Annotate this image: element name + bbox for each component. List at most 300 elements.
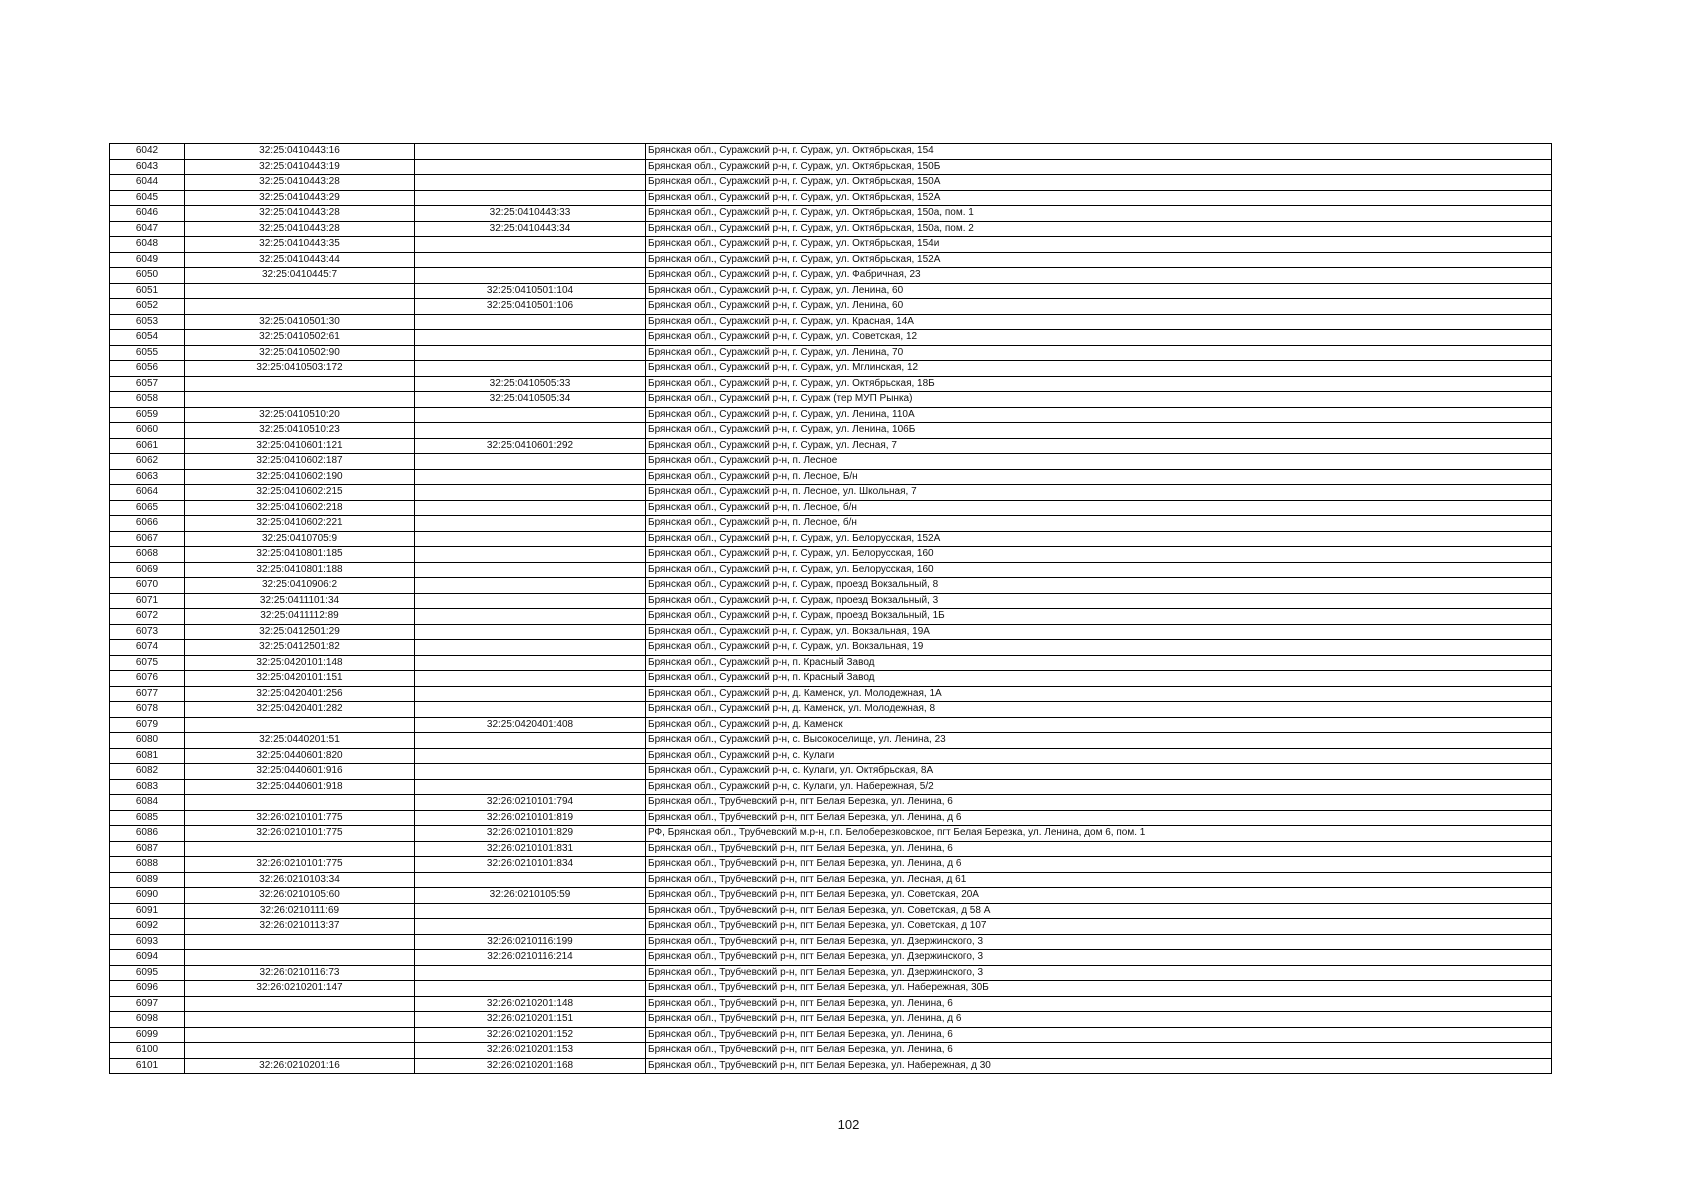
table-row <box>110 872 1552 888</box>
cadastral-number-cell: 32:25:0420101:148 <box>185 655 415 671</box>
table-row <box>110 252 1552 268</box>
address-cell: Брянская обл., Суражский р-н, г. Сураж, ул. Вокзальная, 19 <box>646 640 1552 656</box>
address-cell: РФ, Брянская обл., Трубчевский м.р-н, г.п. Белоберезковское, пгт Белая Березка, ул. Ленина, дом 6, пом. 1 <box>646 826 1552 842</box>
object-cadastral-number-cell: 32:25:0410443:33 <box>415 206 646 222</box>
object-cadastral-number-cell <box>415 655 646 671</box>
object-cadastral-number-cell: 32:26:0210101:834 <box>415 857 646 873</box>
table-row <box>110 361 1552 377</box>
table-row <box>110 779 1552 795</box>
row-number-cell: 6052 <box>110 299 185 315</box>
table-row <box>110 376 1552 392</box>
address-cell: Брянская обл., Суражский р-н, п. Лесное, ул. Школьная, 7 <box>646 485 1552 501</box>
table-row <box>110 640 1552 656</box>
table-row <box>110 423 1552 439</box>
address-cell: Брянская обл., Суражский р-н, г. Сураж, ул. Октябрьская, 150А <box>646 175 1552 191</box>
page-number: 102 <box>837 1117 860 1132</box>
object-cadastral-number-cell <box>415 345 646 361</box>
cadastral-number-cell: 32:25:0410503:172 <box>185 361 415 377</box>
cadastral-number-cell <box>185 717 415 733</box>
row-number-cell: 6056 <box>110 361 185 377</box>
object-cadastral-number-cell <box>415 500 646 516</box>
object-cadastral-number-cell <box>415 454 646 470</box>
row-number-cell: 6057 <box>110 376 185 392</box>
address-cell: Брянская обл., Трубчевский р-н, пгт Белая Березка, ул. Дзержинского, 3 <box>646 950 1552 966</box>
row-number-cell: 6083 <box>110 779 185 795</box>
address-cell: Брянская обл., Трубчевский р-н, пгт Белая Березка, ул. Советская, д 58 А <box>646 903 1552 919</box>
table-row <box>110 686 1552 702</box>
address-cell: Брянская обл., Суражский р-н, г. Сураж, ул. Октябрьская, 152А <box>646 252 1552 268</box>
cadastral-number-cell: 32:25:0410443:16 <box>185 144 415 160</box>
row-number-cell: 6081 <box>110 748 185 764</box>
address-cell: Брянская обл., Трубчевский р-н, пгт Белая Березка, ул. Ленина, д 6 <box>646 810 1552 826</box>
address-cell: Брянская обл., Суражский р-н, г. Сураж, ул. Фабричная, 23 <box>646 268 1552 284</box>
row-number-cell: 6065 <box>110 500 185 516</box>
address-cell: Брянская обл., Суражский р-н, п. Лесное, Б/н <box>646 469 1552 485</box>
row-number-cell: 6096 <box>110 981 185 997</box>
object-cadastral-number-cell <box>415 485 646 501</box>
address-cell: Брянская обл., Трубчевский р-н, пгт Белая Березка, ул. Ленина, 6 <box>646 841 1552 857</box>
cadastral-number-cell: 32:25:0412501:82 <box>185 640 415 656</box>
row-number-cell: 6068 <box>110 547 185 563</box>
table-row <box>110 655 1552 671</box>
row-number-cell: 6059 <box>110 407 185 423</box>
object-cadastral-number-cell: 32:25:0420401:408 <box>415 717 646 733</box>
row-number-cell: 6045 <box>110 190 185 206</box>
object-cadastral-number-cell <box>415 469 646 485</box>
object-cadastral-number-cell: 32:26:0210201:168 <box>415 1058 646 1074</box>
row-number-cell: 6090 <box>110 888 185 904</box>
object-cadastral-number-cell <box>415 190 646 206</box>
row-number-cell: 6097 <box>110 996 185 1012</box>
object-cadastral-number-cell <box>415 423 646 439</box>
table-row <box>110 283 1552 299</box>
cadastral-number-cell: 32:25:0410502:90 <box>185 345 415 361</box>
object-cadastral-number-cell: 32:26:0210116:214 <box>415 950 646 966</box>
cadastral-number-cell <box>185 376 415 392</box>
object-cadastral-number-cell <box>415 330 646 346</box>
cadastral-number-cell: 32:25:0410801:185 <box>185 547 415 563</box>
row-number-cell: 6082 <box>110 764 185 780</box>
address-cell: Брянская обл., Трубчевский р-н, пгт Белая Березка, ул. Ленина, 6 <box>646 1027 1552 1043</box>
object-cadastral-number-cell <box>415 702 646 718</box>
row-number-cell: 6093 <box>110 934 185 950</box>
address-cell: Брянская обл., Суражский р-н, п. Лесное <box>646 454 1552 470</box>
object-cadastral-number-cell: 32:25:0410443:34 <box>415 221 646 237</box>
table-row <box>110 407 1552 423</box>
cadastral-number-cell: 32:26:0210105:60 <box>185 888 415 904</box>
object-cadastral-number-cell <box>415 175 646 191</box>
row-number-cell: 6053 <box>110 314 185 330</box>
object-cadastral-number-cell: 32:25:0410505:33 <box>415 376 646 392</box>
cadastral-number-cell: 32:25:0410443:29 <box>185 190 415 206</box>
table-row <box>110 237 1552 253</box>
table-row <box>110 950 1552 966</box>
cadastral-number-cell: 32:25:0410510:23 <box>185 423 415 439</box>
cadastral-number-cell: 32:25:0440201:51 <box>185 733 415 749</box>
address-cell: Брянская обл., Суражский р-н, д. Каменск, ул. Молодежная, 1А <box>646 686 1552 702</box>
cadastral-number-cell: 32:25:0410602:187 <box>185 454 415 470</box>
object-cadastral-number-cell <box>415 144 646 160</box>
object-cadastral-number-cell: 32:26:0210105:59 <box>415 888 646 904</box>
cadastral-number-cell: 32:25:0440601:820 <box>185 748 415 764</box>
table-row <box>110 857 1552 873</box>
object-cadastral-number-cell: 32:25:0410601:292 <box>415 438 646 454</box>
table-row <box>110 764 1552 780</box>
object-cadastral-number-cell <box>415 578 646 594</box>
row-number-cell: 6101 <box>110 1058 185 1074</box>
cadastral-number-cell <box>185 795 415 811</box>
table-row <box>110 144 1552 160</box>
table-row <box>110 795 1552 811</box>
address-cell: Брянская обл., Суражский р-н, г. Сураж, ул. Октябрьская, 150Б <box>646 159 1552 175</box>
table-row <box>110 531 1552 547</box>
row-number-cell: 6072 <box>110 609 185 625</box>
address-cell: Брянская обл., Суражский р-н, г. Сураж, ул. Советская, 12 <box>646 330 1552 346</box>
cadastral-number-cell <box>185 299 415 315</box>
row-number-cell: 6069 <box>110 562 185 578</box>
cadastral-number-cell: 32:25:0412501:29 <box>185 624 415 640</box>
table-row <box>110 175 1552 191</box>
row-number-cell: 6084 <box>110 795 185 811</box>
object-cadastral-number-cell: 32:26:0210101:819 <box>415 810 646 826</box>
table-row <box>110 826 1552 842</box>
table-row <box>110 299 1552 315</box>
object-cadastral-number-cell: 32:26:0210201:153 <box>415 1043 646 1059</box>
address-cell: Брянская обл., Суражский р-н, г. Сураж, ул. Октябрьская, 150а, пом. 1 <box>646 206 1552 222</box>
row-number-cell: 6046 <box>110 206 185 222</box>
address-cell: Брянская обл., Суражский р-н, с. Кулаги, ул. Октябрьская, 8А <box>646 764 1552 780</box>
address-cell: Брянская обл., Трубчевский р-н, пгт Белая Березка, ул. Ленина, 6 <box>646 996 1552 1012</box>
address-cell: Брянская обл., Суражский р-н, с. Кулаги <box>646 748 1552 764</box>
object-cadastral-number-cell <box>415 609 646 625</box>
cadastral-number-cell: 32:25:0410443:19 <box>185 159 415 175</box>
address-cell: Брянская обл., Суражский р-н, г. Сураж, ул. Красная, 14А <box>646 314 1552 330</box>
object-cadastral-number-cell <box>415 516 646 532</box>
cadastral-number-cell: 32:25:0420401:282 <box>185 702 415 718</box>
table-row <box>110 1027 1552 1043</box>
address-cell: Брянская обл., Суражский р-н, с. Высокоселище, ул. Ленина, 23 <box>646 733 1552 749</box>
row-number-cell: 6042 <box>110 144 185 160</box>
address-cell: Брянская обл., Трубчевский р-н, пгт Белая Березка, ул. Ленина, д 6 <box>646 857 1552 873</box>
table-row <box>110 609 1552 625</box>
row-number-cell: 6080 <box>110 733 185 749</box>
row-number-cell: 6095 <box>110 965 185 981</box>
address-cell: Брянская обл., Суражский р-н, г. Сураж, ул. Октябрьская, 154 <box>646 144 1552 160</box>
address-cell: Брянская обл., Суражский р-н, г. Сураж, ул. Октябрьская, 152А <box>646 190 1552 206</box>
row-number-cell: 6051 <box>110 283 185 299</box>
cadastral-number-cell: 32:25:0440601:916 <box>185 764 415 780</box>
address-cell: Брянская обл., Трубчевский р-н, пгт Белая Березка, ул. Дзержинского, 3 <box>646 934 1552 950</box>
object-cadastral-number-cell: 32:26:0210201:151 <box>415 1012 646 1028</box>
table-row <box>110 810 1552 826</box>
cadastral-number-cell: 32:25:0410501:30 <box>185 314 415 330</box>
row-number-cell: 6091 <box>110 903 185 919</box>
address-cell: Брянская обл., Суражский р-н, г. Сураж, ул. Ленина, 60 <box>646 283 1552 299</box>
table-row <box>110 733 1552 749</box>
row-number-cell: 6077 <box>110 686 185 702</box>
cadastral-number-cell: 32:25:0410443:44 <box>185 252 415 268</box>
row-number-cell: 6049 <box>110 252 185 268</box>
address-cell: Брянская обл., Суражский р-н, г. Сураж, проезд Вокзальный, 3 <box>646 593 1552 609</box>
address-cell: Брянская обл., Трубчевский р-н, пгт Белая Березка, ул. Лесная, д 61 <box>646 872 1552 888</box>
cadastral-number-cell: 32:26:0210101:775 <box>185 826 415 842</box>
cadastral-number-cell: 32:25:0410502:61 <box>185 330 415 346</box>
cadastral-number-cell: 32:25:0411112:89 <box>185 609 415 625</box>
table-row <box>110 593 1552 609</box>
object-cadastral-number-cell: 32:25:0410501:106 <box>415 299 646 315</box>
address-cell: Брянская обл., Суражский р-н, п. Лесное, б/н <box>646 516 1552 532</box>
object-cadastral-number-cell <box>415 531 646 547</box>
object-cadastral-number-cell <box>415 903 646 919</box>
address-cell: Брянская обл., Трубчевский р-н, пгт Белая Березка, ул. Советская, д 107 <box>646 919 1552 935</box>
object-cadastral-number-cell <box>415 872 646 888</box>
address-cell: Брянская обл., Трубчевский р-н, пгт Белая Березка, ул. Ленина, д 6 <box>646 1012 1552 1028</box>
row-number-cell: 6054 <box>110 330 185 346</box>
address-cell: Брянская обл., Суражский р-н, г. Сураж, ул. Октябрьская, 150а, пом. 2 <box>646 221 1552 237</box>
cadastral-number-cell: 32:25:0420401:256 <box>185 686 415 702</box>
row-number-cell: 6063 <box>110 469 185 485</box>
table-row <box>110 469 1552 485</box>
row-number-cell: 6098 <box>110 1012 185 1028</box>
address-cell: Брянская обл., Трубчевский р-н, пгт Белая Березка, ул. Дзержинского, 3 <box>646 965 1552 981</box>
row-number-cell: 6092 <box>110 919 185 935</box>
cadastral-number-cell <box>185 392 415 408</box>
object-cadastral-number-cell <box>415 562 646 578</box>
address-cell: Брянская обл., Суражский р-н, г. Сураж, проезд Вокзальный, 8 <box>646 578 1552 594</box>
row-number-cell: 6074 <box>110 640 185 656</box>
address-cell: Брянская обл., Суражский р-н, г. Сураж, ул. Лесная, 7 <box>646 438 1552 454</box>
object-cadastral-number-cell <box>415 361 646 377</box>
object-cadastral-number-cell <box>415 407 646 423</box>
object-cadastral-number-cell <box>415 624 646 640</box>
row-number-cell: 6058 <box>110 392 185 408</box>
row-number-cell: 6075 <box>110 655 185 671</box>
table-row <box>110 454 1552 470</box>
property-table <box>109 143 1552 1074</box>
row-number-cell: 6043 <box>110 159 185 175</box>
table-row <box>110 345 1552 361</box>
object-cadastral-number-cell: 32:26:0210201:152 <box>415 1027 646 1043</box>
table-row <box>110 438 1552 454</box>
table-row <box>110 221 1552 237</box>
cadastral-number-cell <box>185 1043 415 1059</box>
address-cell: Брянская обл., Трубчевский р-н, пгт Белая Березка, ул. Ленина, 6 <box>646 1043 1552 1059</box>
object-cadastral-number-cell <box>415 252 646 268</box>
row-number-cell: 6076 <box>110 671 185 687</box>
object-cadastral-number-cell: 32:25:0410505:34 <box>415 392 646 408</box>
object-cadastral-number-cell: 32:26:0210101:831 <box>415 841 646 857</box>
address-cell: Брянская обл., Суражский р-н, п. Лесное, б/н <box>646 500 1552 516</box>
table-row <box>110 903 1552 919</box>
cadastral-number-cell: 32:25:0410801:188 <box>185 562 415 578</box>
row-number-cell: 6079 <box>110 717 185 733</box>
cadastral-number-cell: 32:25:0410510:20 <box>185 407 415 423</box>
table-row <box>110 965 1552 981</box>
row-number-cell: 6061 <box>110 438 185 454</box>
table-row <box>110 671 1552 687</box>
table-row <box>110 841 1552 857</box>
address-cell: Брянская обл., Суражский р-н, г. Сураж, ул. Вокзальная, 19А <box>646 624 1552 640</box>
object-cadastral-number-cell <box>415 593 646 609</box>
cadastral-number-cell <box>185 1012 415 1028</box>
cadastral-number-cell: 32:25:0410705:9 <box>185 531 415 547</box>
object-cadastral-number-cell <box>415 640 646 656</box>
object-cadastral-number-cell <box>415 671 646 687</box>
table-row <box>110 392 1552 408</box>
row-number-cell: 6044 <box>110 175 185 191</box>
object-cadastral-number-cell: 32:26:0210101:794 <box>415 795 646 811</box>
object-cadastral-number-cell <box>415 733 646 749</box>
object-cadastral-number-cell <box>415 547 646 563</box>
row-number-cell: 6099 <box>110 1027 185 1043</box>
row-number-cell: 6087 <box>110 841 185 857</box>
address-cell: Брянская обл., Суражский р-н, г. Сураж, ул. Ленина, 70 <box>646 345 1552 361</box>
object-cadastral-number-cell <box>415 237 646 253</box>
row-number-cell: 6085 <box>110 810 185 826</box>
table-row <box>110 268 1552 284</box>
object-cadastral-number-cell <box>415 159 646 175</box>
table-row <box>110 717 1552 733</box>
object-cadastral-number-cell: 32:26:0210116:199 <box>415 934 646 950</box>
cadastral-number-cell: 32:25:0410443:28 <box>185 206 415 222</box>
object-cadastral-number-cell: 32:26:0210101:829 <box>415 826 646 842</box>
table-row <box>110 1012 1552 1028</box>
table-row <box>110 578 1552 594</box>
row-number-cell: 6086 <box>110 826 185 842</box>
table-row <box>110 547 1552 563</box>
cadastral-number-cell: 32:26:0210201:147 <box>185 981 415 997</box>
cadastral-number-cell: 32:25:0410602:218 <box>185 500 415 516</box>
address-cell: Брянская обл., Суражский р-н, г. Сураж, ул. Мглинская, 12 <box>646 361 1552 377</box>
object-cadastral-number-cell <box>415 268 646 284</box>
row-number-cell: 6078 <box>110 702 185 718</box>
table-row <box>110 888 1552 904</box>
table-row <box>110 500 1552 516</box>
cadastral-number-cell: 32:25:0410443:35 <box>185 237 415 253</box>
cadastral-number-cell: 32:25:0420101:151 <box>185 671 415 687</box>
cadastral-number-cell: 32:25:0410443:28 <box>185 221 415 237</box>
table-row <box>110 624 1552 640</box>
object-cadastral-number-cell <box>415 965 646 981</box>
row-number-cell: 6066 <box>110 516 185 532</box>
table-row <box>110 190 1552 206</box>
cadastral-number-cell: 32:25:0411101:34 <box>185 593 415 609</box>
cadastral-number-cell: 32:25:0440601:918 <box>185 779 415 795</box>
cadastral-number-cell: 32:26:0210116:73 <box>185 965 415 981</box>
cadastral-number-cell <box>185 1027 415 1043</box>
cadastral-number-cell: 32:25:0410906:2 <box>185 578 415 594</box>
row-number-cell: 6100 <box>110 1043 185 1059</box>
row-number-cell: 6048 <box>110 237 185 253</box>
cadastral-number-cell: 32:25:0410445:7 <box>185 268 415 284</box>
table-row <box>110 748 1552 764</box>
cadastral-number-cell <box>185 283 415 299</box>
table-row <box>110 159 1552 175</box>
table-row <box>110 1058 1552 1074</box>
table-row <box>110 996 1552 1012</box>
address-cell: Брянская обл., Суражский р-н, г. Сураж, ул. Ленина, 106Б <box>646 423 1552 439</box>
cadastral-number-cell: 32:25:0410602:221 <box>185 516 415 532</box>
property-table-body <box>110 144 1552 1074</box>
table-row <box>110 1043 1552 1059</box>
object-cadastral-number-cell <box>415 764 646 780</box>
row-number-cell: 6062 <box>110 454 185 470</box>
cadastral-number-cell <box>185 950 415 966</box>
cadastral-number-cell: 32:26:0210101:775 <box>185 810 415 826</box>
object-cadastral-number-cell <box>415 919 646 935</box>
address-cell: Брянская обл., Трубчевский р-н, пгт Белая Березка, ул. Советская, 20А <box>646 888 1552 904</box>
table-row <box>110 206 1552 222</box>
row-number-cell: 6094 <box>110 950 185 966</box>
table-row <box>110 516 1552 532</box>
address-cell: Брянская обл., Суражский р-н, г. Сураж, ул. Ленина, 110А <box>646 407 1552 423</box>
row-number-cell: 6050 <box>110 268 185 284</box>
row-number-cell: 6071 <box>110 593 185 609</box>
cadastral-number-cell <box>185 996 415 1012</box>
address-cell: Брянская обл., Суражский р-н, г. Сураж, ул. Белорусская, 160 <box>646 562 1552 578</box>
address-cell: Брянская обл., Суражский р-н, п. Красный Завод <box>646 671 1552 687</box>
row-number-cell: 6055 <box>110 345 185 361</box>
table-row <box>110 314 1552 330</box>
object-cadastral-number-cell <box>415 981 646 997</box>
row-number-cell: 6073 <box>110 624 185 640</box>
table-row <box>110 919 1552 935</box>
address-cell: Брянская обл., Трубчевский р-н, пгт Белая Березка, ул. Набережная, 30Б <box>646 981 1552 997</box>
cadastral-number-cell: 32:25:0410601:121 <box>185 438 415 454</box>
object-cadastral-number-cell: 32:26:0210201:148 <box>415 996 646 1012</box>
row-number-cell: 6047 <box>110 221 185 237</box>
object-cadastral-number-cell <box>415 748 646 764</box>
row-number-cell: 6088 <box>110 857 185 873</box>
address-cell: Брянская обл., Суражский р-н, д. Каменск, ул. Молодежная, 8 <box>646 702 1552 718</box>
object-cadastral-number-cell <box>415 686 646 702</box>
address-cell: Брянская обл., Суражский р-н, г. Сураж, ул. Белорусская, 152А <box>646 531 1552 547</box>
row-number-cell: 6067 <box>110 531 185 547</box>
cadastral-number-cell: 32:25:0410602:215 <box>185 485 415 501</box>
row-number-cell: 6089 <box>110 872 185 888</box>
table-row <box>110 330 1552 346</box>
object-cadastral-number-cell <box>415 779 646 795</box>
table-row <box>110 485 1552 501</box>
table-row <box>110 981 1552 997</box>
address-cell: Брянская обл., Суражский р-н, г. Сураж (тер МУП Рынка) <box>646 392 1552 408</box>
address-cell: Брянская обл., Суражский р-н, д. Каменск <box>646 717 1552 733</box>
address-cell: Брянская обл., Суражский р-н, п. Красный Завод <box>646 655 1552 671</box>
table-row <box>110 702 1552 718</box>
address-cell: Брянская обл., Суражский р-н, г. Сураж, ул. Белорусская, 160 <box>646 547 1552 563</box>
cadastral-number-cell: 32:26:0210113:37 <box>185 919 415 935</box>
address-cell: Брянская обл., Суражский р-н, с. Кулаги, ул. Набережная, 5/2 <box>646 779 1552 795</box>
address-cell: Брянская обл., Суражский р-н, г. Сураж, проезд Вокзальный, 1Б <box>646 609 1552 625</box>
address-cell: Брянская обл., Суражский р-н, г. Сураж, ул. Ленина, 60 <box>646 299 1552 315</box>
cadastral-number-cell: 32:26:0210101:775 <box>185 857 415 873</box>
cadastral-number-cell: 32:26:0210103:34 <box>185 872 415 888</box>
address-cell: Брянская обл., Суражский р-н, г. Сураж, ул. Октябрьская, 18Б <box>646 376 1552 392</box>
cadastral-number-cell: 32:25:0410443:28 <box>185 175 415 191</box>
object-cadastral-number-cell <box>415 314 646 330</box>
row-number-cell: 6060 <box>110 423 185 439</box>
cadastral-number-cell <box>185 934 415 950</box>
cadastral-number-cell: 32:25:0410602:190 <box>185 469 415 485</box>
table-row <box>110 934 1552 950</box>
table-row <box>110 562 1552 578</box>
address-cell: Брянская обл., Трубчевский р-н, пгт Белая Березка, ул. Набережная, д 30 <box>646 1058 1552 1074</box>
cadastral-number-cell: 32:26:0210111:69 <box>185 903 415 919</box>
address-cell: Брянская обл., Суражский р-н, г. Сураж, ул. Октябрьская, 154и <box>646 237 1552 253</box>
row-number-cell: 6070 <box>110 578 185 594</box>
row-number-cell: 6064 <box>110 485 185 501</box>
address-cell: Брянская обл., Трубчевский р-н, пгт Белая Березка, ул. Ленина, 6 <box>646 795 1552 811</box>
